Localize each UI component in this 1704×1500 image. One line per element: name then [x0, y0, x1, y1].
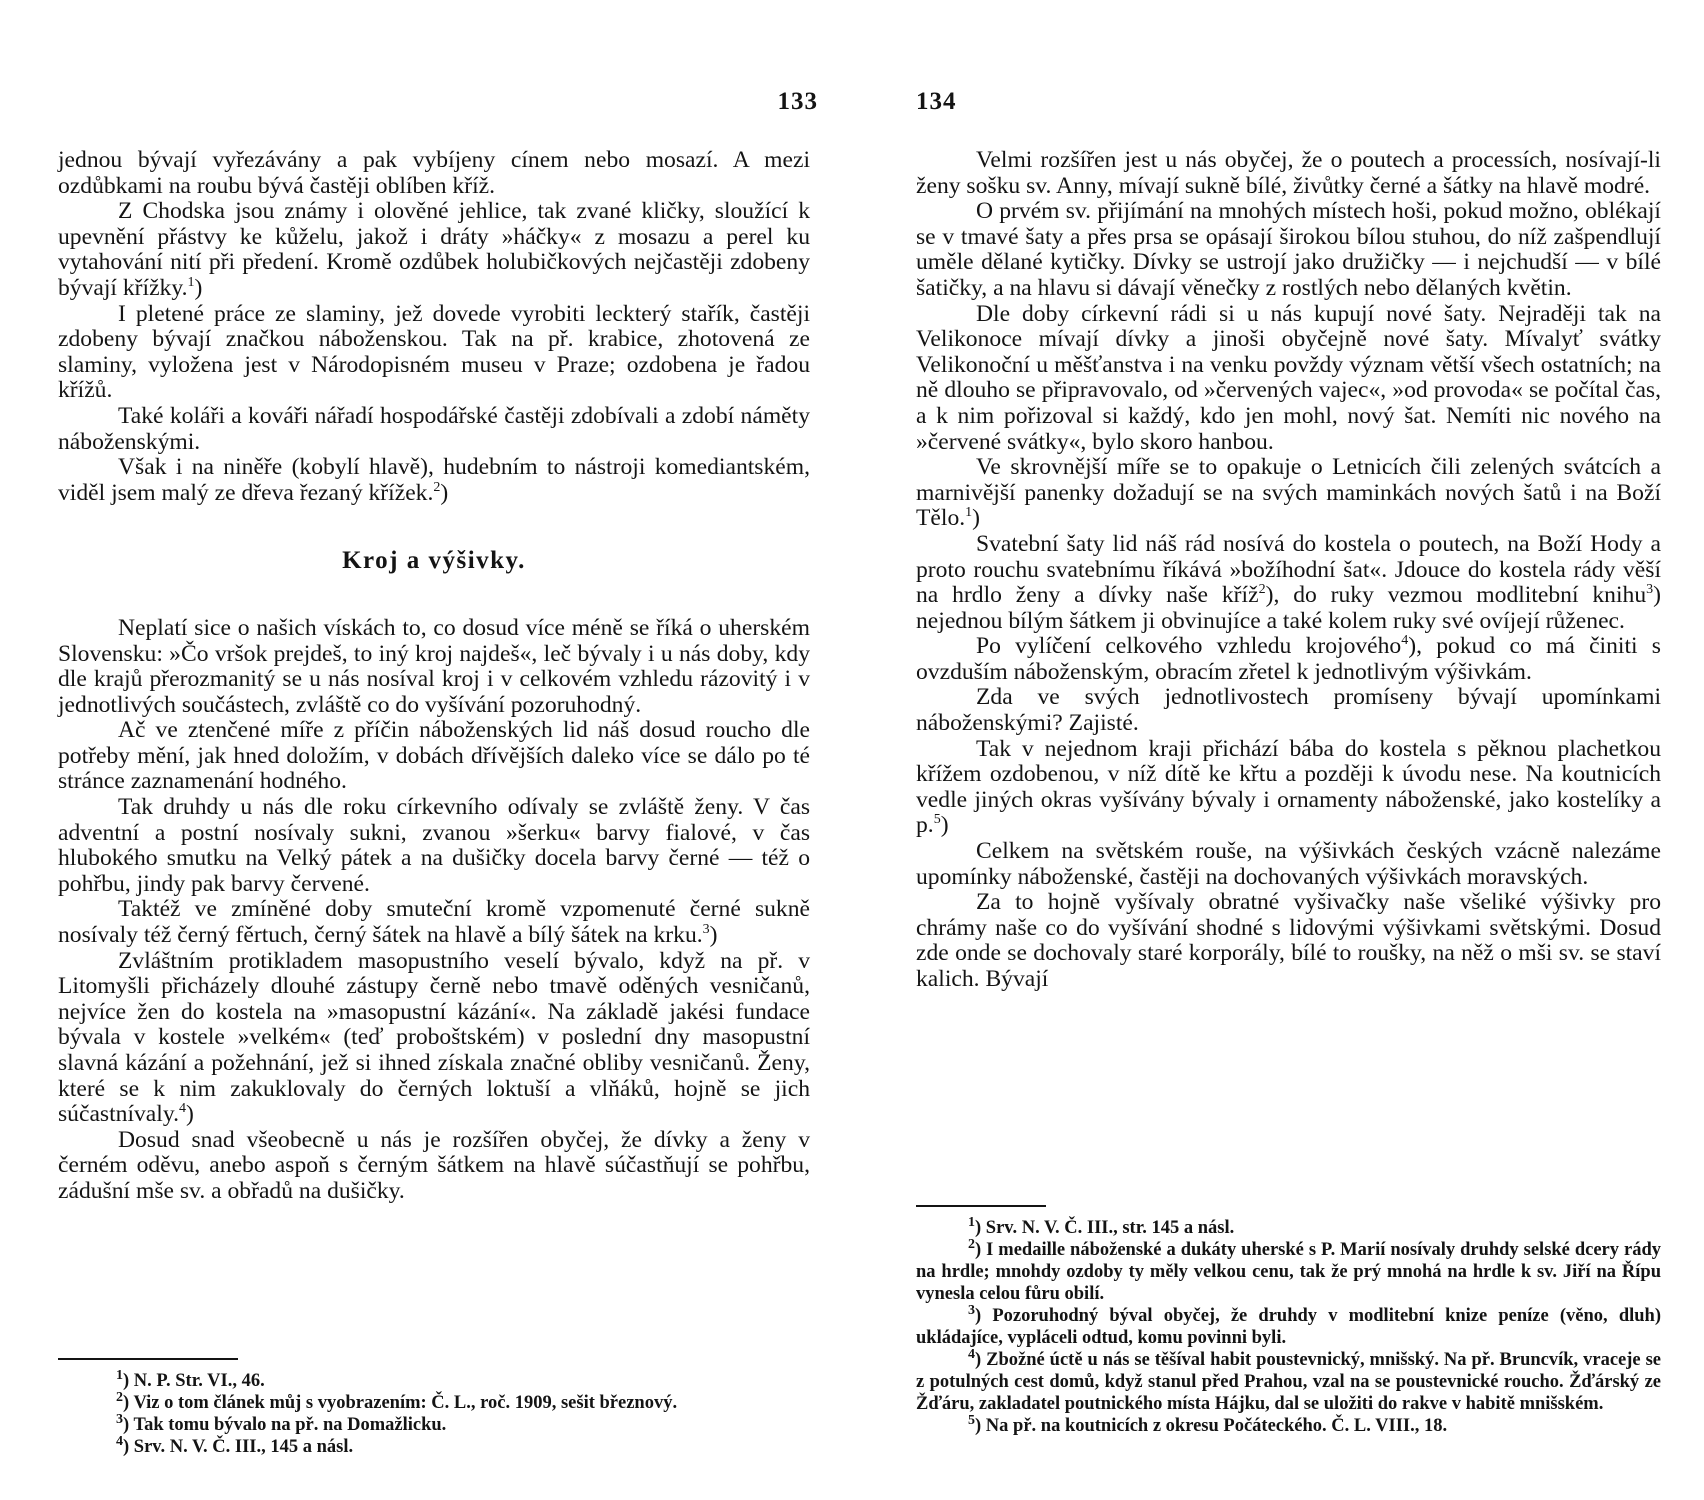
page-body — [916, 148, 1661, 993]
footnote-ref: 2 — [1258, 582, 1266, 598]
footnote: $^4$) Srv. N. V. Č. III., 145 a násl. — [116, 1433, 354, 1457]
right-page — [916, 0, 1661, 1500]
page-number: 133 — [777, 88, 818, 115]
footnote: $^1$) N. P. Str. VI., 46. — [116, 1367, 265, 1391]
paragraph: Dle doby církevní rádi si u nás kupují nové šaty. Nejraději tak na Velikonoce mívají dívky a jinoši obyčejně nové šaty. Mívalyť svátky Velikonoční u měšťanstva i na venku povždy význam větší všech ostatních; na ně dlouho se připravovalo, od »červených vajec«, »od provoda« se počítal čas, a k nim pořizoval si každý, kdo jen mohl, nový šat. Nemíti nic nového na »červené svátky«, bylo skoro hanbou. — [916, 300, 1661, 455]
paragraph: Dosud snad všeobecně u nás je rozšířen obyčej, že dívky a ženy v černém oděvu, anebo aspoň s černým šátkem na hlavě súčastňují se pohřbu, zádušní mše sv. a obřadů na dušičky. — [58, 1126, 810, 1204]
footnote-ref: 1 — [187, 275, 195, 291]
paragraph: Taktéž ve zmíněné doby smuteční kromě vzpomenuté černé sukně nosívaly též černý fěrtuch, černý šátek na hlavě a bílý šátek na krku.$^3$) — [58, 896, 810, 949]
footnote: $^1$) Srv. N. V. Č. III., str. 145 a násl. — [968, 1214, 1235, 1238]
paragraph: Za to hojně vyšívaly obratné vyšivačky naše všeliké výšivky pro chrámy naše co do vyšívání shodné s lidovými výšivkami světskými. Dosud zde onde se dochovaly staré korporály, bílé to roušky, na něž o mši sv. se staví kalich. Bývají — [916, 889, 1661, 992]
footnote-rule — [916, 1205, 1046, 1207]
paragraph: Neplatí sice o našich vískách to, co dosud více méně se říká o uherském Slovensku: »Čo vršok prejdeš, to iný kroj najdeš«, leč bývaly i u nás doby, kdy dle krajů přerozmanitý se u nás nosíval kroj i v celkovém vzhledu rázovitý i v jednotlivých součástech, zvláště co do vyšívání pozoruhodný. — [58, 614, 810, 718]
paragraph: Ve skrovnější míře se to opakuje o Letnicích čili zelených svátcích a marnivější panenky dožadují se na svých maminkách nových šatů i na Boží Tělo.$^1$) — [916, 454, 1661, 532]
paragraph: Tak druhdy u nás dle roku církevního odívaly se zvláště ženy. V čas adventní a postní nosívaly sukni, zvanou »šerku« barvy fialové, v čas hlubokého smutku na Velký pátek a na dušičky docela barvy černé — též o pohřbu, jindy pak barvy červené. — [58, 794, 810, 897]
footnote-ref: 4 — [179, 1101, 186, 1117]
section-heading: Kroj a výšivky. — [342, 547, 526, 575]
paragraph: Velmi rozšířen jest u nás obyčej, že o poutech a processích, nosívají-li ženy sošku sv. Anny, mívají sukně bílé, živůtky černé a šátky na hlavě modré. — [916, 147, 1661, 199]
footnote: $^4$) Zbožné úctě u nás se těšíval habit poustevnický, mnišský. Na př. Bruncvík, vraceje se z potulných cest domů, když stanul před Prahou, vzal na se poustevnické roucho. Žďárský ze Žďáru, zakladatel poutnického místa Hájku, dal se uložiti do rakve v habitě mnišském. — [916, 1346, 1661, 1414]
footnote-ref: 2 — [433, 479, 441, 495]
footnote: $^3$) Pozoruhodný býval obyčej, že druhdy v modlitební knize peníze (věno, dluh) ukládajíce, vypláceli odtud, komu povinni byli. — [916, 1302, 1661, 1348]
footnote: $^2$) I medaille náboženské a dukáty uherské s P. Marií nosívaly druhdy selské dcery rády na hrdle; mnohdy ozdoby ty měly velkou cenu, tak že prý mnohá na hrdle k sv. Jiří na Řípu vynesla celou fůru obilí. — [916, 1236, 1661, 1304]
paragraph: Z Chodska jsou známy i olověné jehlice, tak zvané kličky, sloužící k upevnění přástvy ke kůželu, jakož i dráty »háčky« z mosazu a perel ku vytahování nití při předení. Kromě ozdůbek holubičkových nejčastěji zdobeny bývají křížky.$^1$) — [58, 198, 810, 301]
paragraph: O prvém sv. přijímání na mnohých místech hoši, pokud možno, oblékají se v tmavé šaty a přes prsa se opásají širokou bílou stuhou, do níž zašpendlují uměle dělané kytičky. Dívky se ustrojí jako družičky — i nejchudší — v bílé šatičky, a na hlavu si dávají věnečky z rostlých nebo dělaných květin. — [916, 198, 1661, 301]
page-body — [58, 148, 810, 1205]
footnote: $^5$) Na př. na koutnicích z okresu Počáteckého. Č. L. VIII., 18. — [968, 1412, 1448, 1436]
page-number: 134 — [916, 88, 957, 115]
left-page — [58, 0, 818, 1500]
footnote-ref: 3 — [702, 922, 710, 938]
footnote-ref: 5 — [933, 812, 941, 828]
paragraph: Však i na niněře (kobylí hlavě), hudebním to nástroji komediantském, viděl jsem malý ze dřeva řezaný křížek.$^2$) — [58, 454, 810, 506]
paragraph: Celkem na světském rouše, na výšivkách českých vzácně nalezáme upomínky náboženské, častěji na dochovaných výšivkách moravských. — [916, 838, 1661, 890]
paragraph: Zvláštním protikladem masopustního veselí bývalo, když na př. v Litomyšli přicházely dlouhé zástupy černě nebo tmavě oděných vesničanů, nejvíce žen do kostela na »masopustní kázání«. Na základě jakési fundace bývala v kostele »velkém« (teď proboštském) v poslední dny masopustní slavná kázání a požehnání, jež si ihned získala značné obliby vesničanů. Ženy, které se k nim zakuklovaly do černých loktuší a vlňáků, hojně se jich súčastnívaly.$^4$) — [58, 947, 810, 1128]
footnotes — [916, 1205, 1661, 1437]
paragraph: Zda ve svých jednotlivostech promíseny bývají upomínkami náboženskými? Zajisté. — [916, 684, 1661, 737]
footnote-ref: 4 — [1401, 633, 1409, 649]
footnote-ref: 3 — [1646, 582, 1654, 598]
paragraph: Ač ve ztenčené míře z příčin náboženských lid náš dosud roucho dle potřeby mění, jak hned doložím, v dobách dřívějších daleko více se dálo po té stránce zaznamenání hodného. — [58, 717, 810, 795]
paragraph: Svatební šaty lid náš rád nosívá do kostela o poutech, na Boží Hody a proto rouchu svatebnímu říkává »božíhodní šat«. Jdouce do kostela rády věší na hrdlo ženy a dívky naše kříž$^2$), do ruky vezmou modlitební knihu$^3$) nejednou bílým šátkem ji obvinujíce a také kolem ruky své ovíjejí růženec. — [916, 530, 1661, 634]
footnote: $^3$) Tak tomu bývalo na př. na Domažlicku. — [116, 1411, 447, 1435]
footnote-ref: 1 — [965, 505, 973, 521]
paragraph: Tak v nejednom kraji přichází bába do kostela s pěknou plachetkou křížem ozdobenou, v níž dítě ke křtu a později k úvodu nese. Na koutnicích vedle jiných okras vyšívány bývaly i ornamenty náboženské, jako kostelíky a p.$^5$) — [916, 735, 1661, 839]
footnote: $^2$) Viz o tom článek můj s vyobrazením: Č. L., roč. 1909, sešit březnový. — [116, 1389, 678, 1413]
paragraph: I pletené práce ze slaminy, jež dovede vyrobiti leckterý stařík, častěji zdobeny bývají značkou náboženskou. Tak na př. krabice, zhotovená ze slaminy, vyložena jest v Národopisném museu v Praze; ozdobena je řadou křížů. — [58, 300, 810, 404]
paragraph: Také koláři a kováři nářadí hospodářské častěji zdobívali a zdobí náměty náboženskými. — [58, 402, 810, 455]
footnotes — [58, 1358, 810, 1458]
paragraph: Po vylíčení celkového vzhledu krojového$^4$), pokud co má činiti s ovzduším náboženským, obracím zřetel k jednotlivým výšivkám. — [916, 633, 1661, 685]
footnote-rule — [58, 1358, 238, 1360]
paragraph: jednou bývají vyřezávány a pak vybíjeny cínem nebo mosazí. A mezi ozdůbkami na roubu bývá častěji oblíben kříž. — [58, 147, 810, 199]
